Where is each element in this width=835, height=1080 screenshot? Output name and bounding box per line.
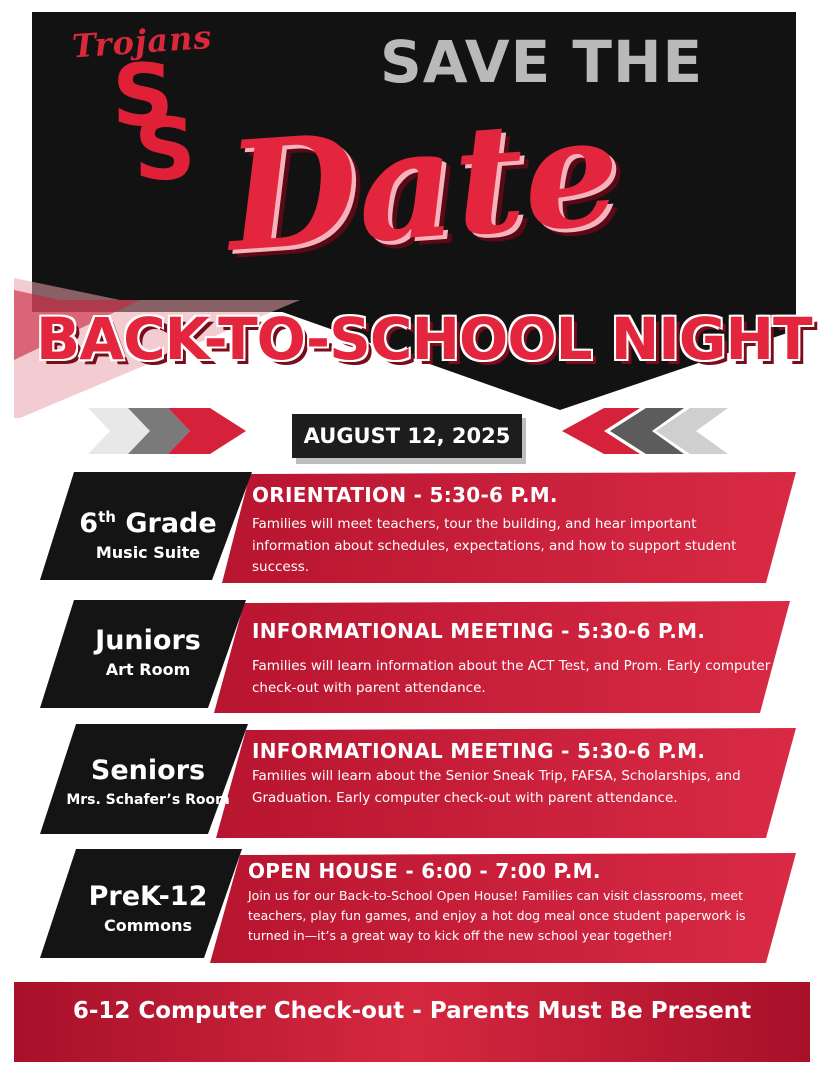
audience-location: Commons bbox=[104, 916, 192, 935]
session-description: Join us for our Back-to-School Open House! Families can visit classrooms, meet teachers, play fun games, and enjoy a hot dog meal once student paperwork is turned in—it’s a great way to kick off the new school year together! bbox=[248, 888, 746, 943]
section-audience bbox=[58, 500, 238, 565]
section-info bbox=[252, 618, 772, 699]
event-date-badge: AUGUST 12, 2025 bbox=[292, 414, 522, 458]
event-name-heading: BACK-TO-SCHOOL NIGHT bbox=[36, 305, 812, 373]
section-audience bbox=[58, 754, 238, 812]
school-logo bbox=[112, 46, 202, 200]
audience-location: Art Room bbox=[105, 660, 191, 679]
audience-group: PreK-12 bbox=[88, 881, 208, 912]
session-description: Families will meet teachers, tour the building, and hear important information about schedules, expectations, and how to support student success. bbox=[252, 516, 737, 575]
audience-group: Seniors bbox=[90, 755, 206, 786]
date-script-heading: Date bbox=[221, 82, 626, 286]
section-info bbox=[248, 858, 778, 946]
logo-letter-2: S bbox=[134, 100, 168, 200]
logo-letter-1: S bbox=[112, 46, 146, 146]
save-the-heading: SAVE THE bbox=[380, 28, 704, 96]
section-info bbox=[252, 738, 772, 809]
audience-group: Juniors bbox=[95, 625, 201, 656]
session-description: Families will learn about the Senior Sneak Trip, FAFSA, Scholarships, and Graduation. Early computer check-out with parent attendance. bbox=[252, 768, 741, 806]
section-audience bbox=[58, 880, 238, 938]
footer-notice: 6-12 Computer Check-out - Parents Must Be Present bbox=[72, 998, 752, 1024]
trojans-wordmark: Trojans bbox=[70, 17, 214, 66]
session-title: ORIENTATION - 5:30-6 P.M. bbox=[252, 483, 558, 507]
section-audience bbox=[58, 624, 238, 682]
session-title: OPEN HOUSE - 6:00 - 7:00 P.M. bbox=[248, 859, 601, 883]
audience-location: Music Suite bbox=[95, 543, 201, 562]
section-info bbox=[252, 482, 772, 579]
left-chevrons bbox=[88, 408, 246, 454]
session-title: INFORMATIONAL MEETING - 5:30-6 P.M. bbox=[252, 619, 706, 643]
audience-group: 6th Grade bbox=[79, 508, 217, 539]
session-title: INFORMATIONAL MEETING - 5:30-6 P.M. bbox=[252, 739, 706, 763]
right-chevrons bbox=[562, 408, 728, 454]
session-description: Families will learn information about the ACT Test, and Prom. Early computer check-out with parent attendance. bbox=[252, 658, 771, 696]
audience-location: Mrs. Schafer’s Room bbox=[66, 792, 230, 808]
